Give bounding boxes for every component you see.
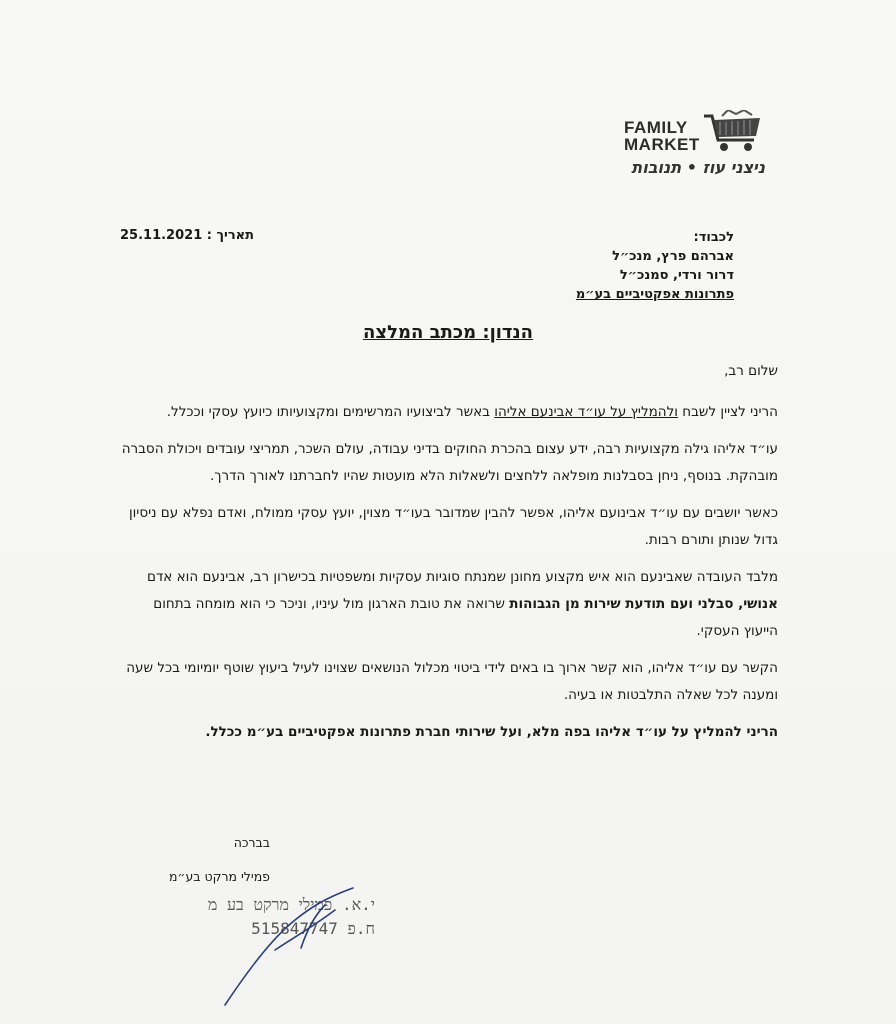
- addressee-line2: דרור ורדי, סמנכ״ל: [619, 268, 734, 283]
- paragraph-4: [118, 564, 778, 645]
- addressee-block: [576, 228, 734, 304]
- logo-brand-line2: MARKET: [624, 135, 700, 154]
- closing-statement: הריני להמליץ על עו״ד אליהו בפה מלא, ועל שירותי חברת פתרונות אפקטיביים בע״מ ככלל.: [205, 724, 778, 740]
- logo-brand-line1: FAMILY: [624, 118, 688, 137]
- addressee-line1: אברהם פרץ, מנכ״ל: [612, 249, 734, 264]
- stamp-reg-label: ח.פ: [347, 919, 375, 938]
- stamp-reg-number: 515847747: [251, 919, 338, 938]
- date-label: תאריך :: [206, 228, 255, 243]
- handwritten-signature: [215, 880, 365, 1010]
- paragraph-4-bold: אנושי, סבלני ועם תודעת שירות מן הגבוהות: [509, 596, 778, 612]
- paragraph-1-text: הריני לציין לשבח: [677, 404, 778, 420]
- company-logo: [620, 110, 780, 185]
- date-value: 25.11.2021: [120, 228, 203, 243]
- paragraph-4-text-end: שרואה את טובת הארגון מול עיניו, וניכר כי הוא מומחה בתחום הייעוץ העסקי.: [153, 596, 778, 639]
- recommendation-underlined: ולהמליץ על עו״ד אבינעם אליהו: [494, 404, 678, 420]
- paragraph-1: [118, 399, 778, 426]
- paragraph-3: כאשר יושבים עם עו״ד אבינועם אליהו, אפשר להבין שמדובר בעו״ד מצוין, יועץ עסקי ממולח, ואדם נפלא עם ניסיון גדול שנותן ותורם רבות.: [128, 505, 778, 548]
- logo-tagline: ניצני עוז • תנובות: [631, 158, 765, 177]
- regards-text: בברכה: [233, 835, 270, 850]
- paragraph-1-text-end: באשר לביצועיו המרשימים ומקצועיותו כיועץ עסקי וככלל.: [166, 404, 495, 420]
- shopping-cart-icon: [702, 110, 764, 154]
- stamp-company: י.א. פמילי מרקט בע מ: [207, 895, 375, 914]
- addressee-company: פתרונות אפקטיביים בע״מ: [575, 287, 734, 302]
- paragraph-2: עו״ד אליהו גילה מקצועיות רבה, ידע עצום בהכרת החוקים בדיני עבודה, עולם השכר, תמריצי עובדים ויכולת הסברה מובהקת. בנוסף, ניחן בסבלנות מופלאה ללחצים ולשאלות הלא מועטות שהיו לחברתנו לאורך הדרך.: [121, 441, 778, 484]
- letter-date: [120, 228, 254, 243]
- paragraph-5: הקשר עם עו״ד אליהו, הוא קשר ארוך בו באים לידי ביטוי מכלול הנושאים שצוינו לעיל ביעוץ שוטף יומיומי בכל שעה ומענה לכל שאלה התלבטות או בעיה.: [126, 660, 778, 703]
- paragraph-4-text: מלבד העובדה שאבינעם הוא איש מקצוע מחונן שמנתח סוגיות עסקיות ומשפטיות בכישרון רב, אבינעם הוא אדם: [146, 569, 778, 585]
- letter-subject: הנדון: מכתב המלצה: [362, 322, 534, 343]
- letter-body: [118, 358, 778, 756]
- addressee-heading: לכבוד:: [693, 230, 734, 245]
- greeting: שלום רב,: [724, 363, 778, 379]
- company-name: פמילי מרקט בע״מ: [168, 869, 270, 884]
